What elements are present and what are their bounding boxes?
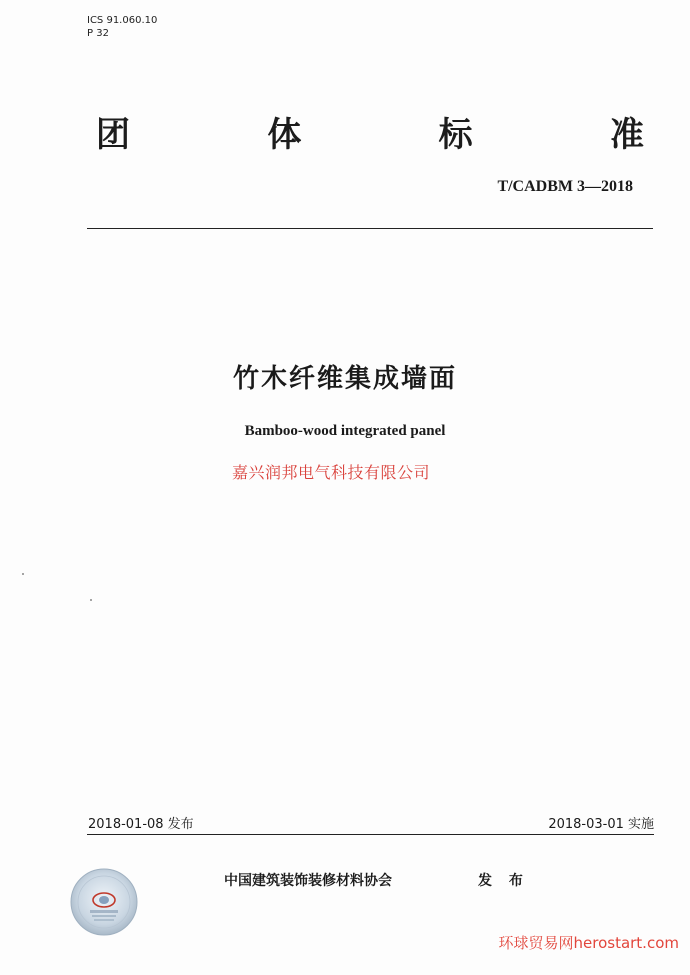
company-overlay-text: 嘉兴润邦电气科技有限公司 bbox=[232, 463, 431, 482]
scan-speck bbox=[90, 599, 92, 601]
publisher-action: 发 布 bbox=[478, 873, 529, 889]
heading-char-3: 标 bbox=[438, 115, 473, 155]
standard-number: T/CADBM 3—2018 bbox=[497, 178, 633, 195]
title-chinese: 竹木纤维集成墙面 bbox=[232, 364, 457, 394]
anti-counterfeit-seal-icon bbox=[68, 866, 140, 938]
scan-speck bbox=[22, 573, 24, 575]
ics-code: ICS 91.060.10 bbox=[87, 15, 158, 26]
group-standard-heading bbox=[96, 107, 644, 156]
class-code: P 32 bbox=[87, 28, 109, 39]
heading-char-1: 团 bbox=[96, 115, 130, 155]
issue-date: 2018-01-08 发布 bbox=[88, 817, 194, 832]
title-english: Bamboo-wood integrated panel bbox=[244, 423, 446, 439]
top-divider bbox=[87, 228, 653, 229]
site-watermark: 环球贸易网herostart.com bbox=[498, 934, 679, 952]
implementation-date: 2018-03-01 实施 bbox=[548, 817, 654, 832]
classification-codes bbox=[87, 14, 157, 40]
publisher-name: 中国建筑装饰装修材料协会 bbox=[224, 873, 392, 889]
heading-char-2: 体 bbox=[267, 115, 302, 155]
bottom-divider bbox=[87, 834, 654, 835]
heading-char-4: 准 bbox=[609, 115, 644, 155]
